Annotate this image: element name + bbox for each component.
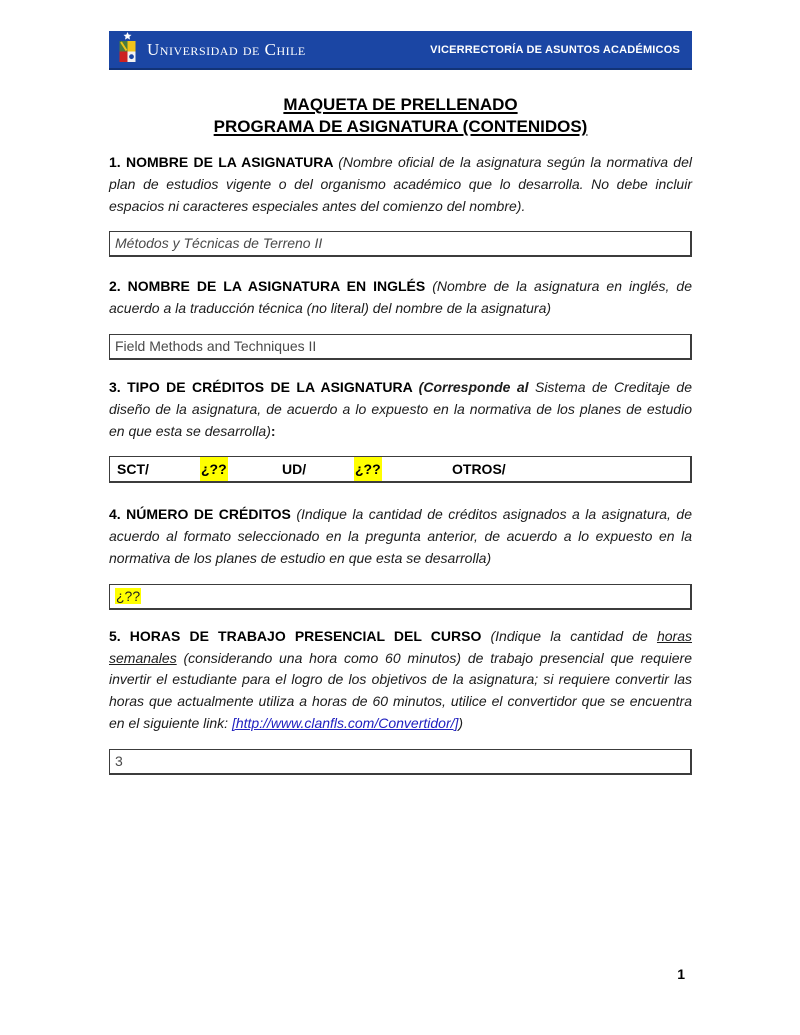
input-numero-creditos[interactable]	[109, 584, 692, 610]
section-5-paragraph	[109, 626, 692, 735]
credit-value-sct[interactable]: ¿??	[200, 457, 228, 481]
input-nombre-asignatura[interactable]: Métodos y Técnicas de Terreno II	[109, 231, 692, 257]
section-4-heading: 4. NÚMERO DE CRÉDITOS	[109, 506, 297, 523]
numero-creditos-placeholder[interactable]: ¿??	[116, 587, 141, 604]
convertidor-link[interactable]: [http://www.clanfls.com/Convertidor/]	[231, 714, 459, 731]
page-title-line1: MAQUETA DE PRELLENADO	[283, 95, 518, 114]
page-title-line2: PROGRAMA DE ASIGNATURA (CONTENIDOS)	[213, 117, 588, 136]
section-1-heading: 1. NOMBRE DE LA ASIGNATURA	[109, 154, 339, 170]
section-3-description: Sistema de Creditaje de diseño de la asignatura, de acuerdo a lo expuesto en la normativa de los planes de estudio en que esta se desarrolla)	[109, 378, 692, 439]
section-2-description: (Nombre de la asignatura en inglés, de acuerdo a la traducción técnica (no literal) del nombre de la asignatura)	[109, 278, 692, 317]
section-5-description-close: )	[458, 714, 464, 731]
credit-type-row	[109, 456, 692, 483]
section-5-underlined-term: horas semanales	[109, 627, 692, 666]
section-3-paragraph	[109, 377, 692, 442]
university-name: Universidad de Chile	[147, 39, 306, 59]
section-5-description-part2: (considerando una hora como 60 minutos) de trabajo presencial que requiere invertir el estudiante para el logro de los objetivos de la asignatura; si requiere convertir las horas que actualmente utiliza a horas de 60 minutos, utilice el convertidor que se encuentra en el siguiente link:	[109, 649, 692, 731]
department-name: VICERRECTORÍA DE ASUNTOS ACADÉMICOS	[430, 43, 680, 56]
section-2-heading: 2. NOMBRE DE LA ASIGNATURA EN INGLÉS	[109, 278, 433, 295]
input-horas-presenciales[interactable]: 3	[109, 749, 692, 775]
page-title	[109, 94, 692, 138]
university-brand	[117, 31, 306, 69]
header-bar	[109, 31, 692, 70]
section-4-paragraph	[109, 504, 692, 569]
section-4-description: (Indique la cantidad de créditos asignados a la asignatura, de acuerdo al formato seleccionado en la pregunta anterior, de acuerdo a lo expuesto en la normativa de los planes de estudio en que esta se desarrolla)	[109, 506, 692, 566]
section-5-description-part1: (Indique la cantidad de	[490, 627, 657, 644]
section-1-paragraph	[109, 152, 692, 217]
section-5-heading: 5. HORAS DE TRABAJO PRESENCIAL DEL CURSO	[109, 627, 491, 644]
credit-label-sct: SCT/	[117, 461, 149, 478]
credit-value-ud[interactable]: ¿??	[354, 457, 382, 481]
credit-label-otros: OTROS/	[452, 461, 506, 478]
input-nombre-ingles[interactable]: Field Methods and Techniques II	[109, 334, 692, 360]
university-logo-icon	[117, 31, 138, 69]
section-1-description: (Nombre oficial de la asignatura según la normativa del plan de estudios vigente o del organismo académico que lo desarrolla. No debe incluir espacios ni caracteres especiales antes del comienzo del nombre).	[109, 154, 692, 214]
section-3-description-bold: (Corresponde al	[418, 378, 535, 395]
page-number: 1	[677, 966, 685, 982]
section-3-colon: :	[270, 422, 276, 439]
section-3-heading: 3. TIPO DE CRÉDITOS DE LA ASIGNATURA	[109, 378, 419, 395]
section-2-paragraph	[109, 276, 692, 320]
credit-label-ud: UD/	[282, 461, 307, 478]
